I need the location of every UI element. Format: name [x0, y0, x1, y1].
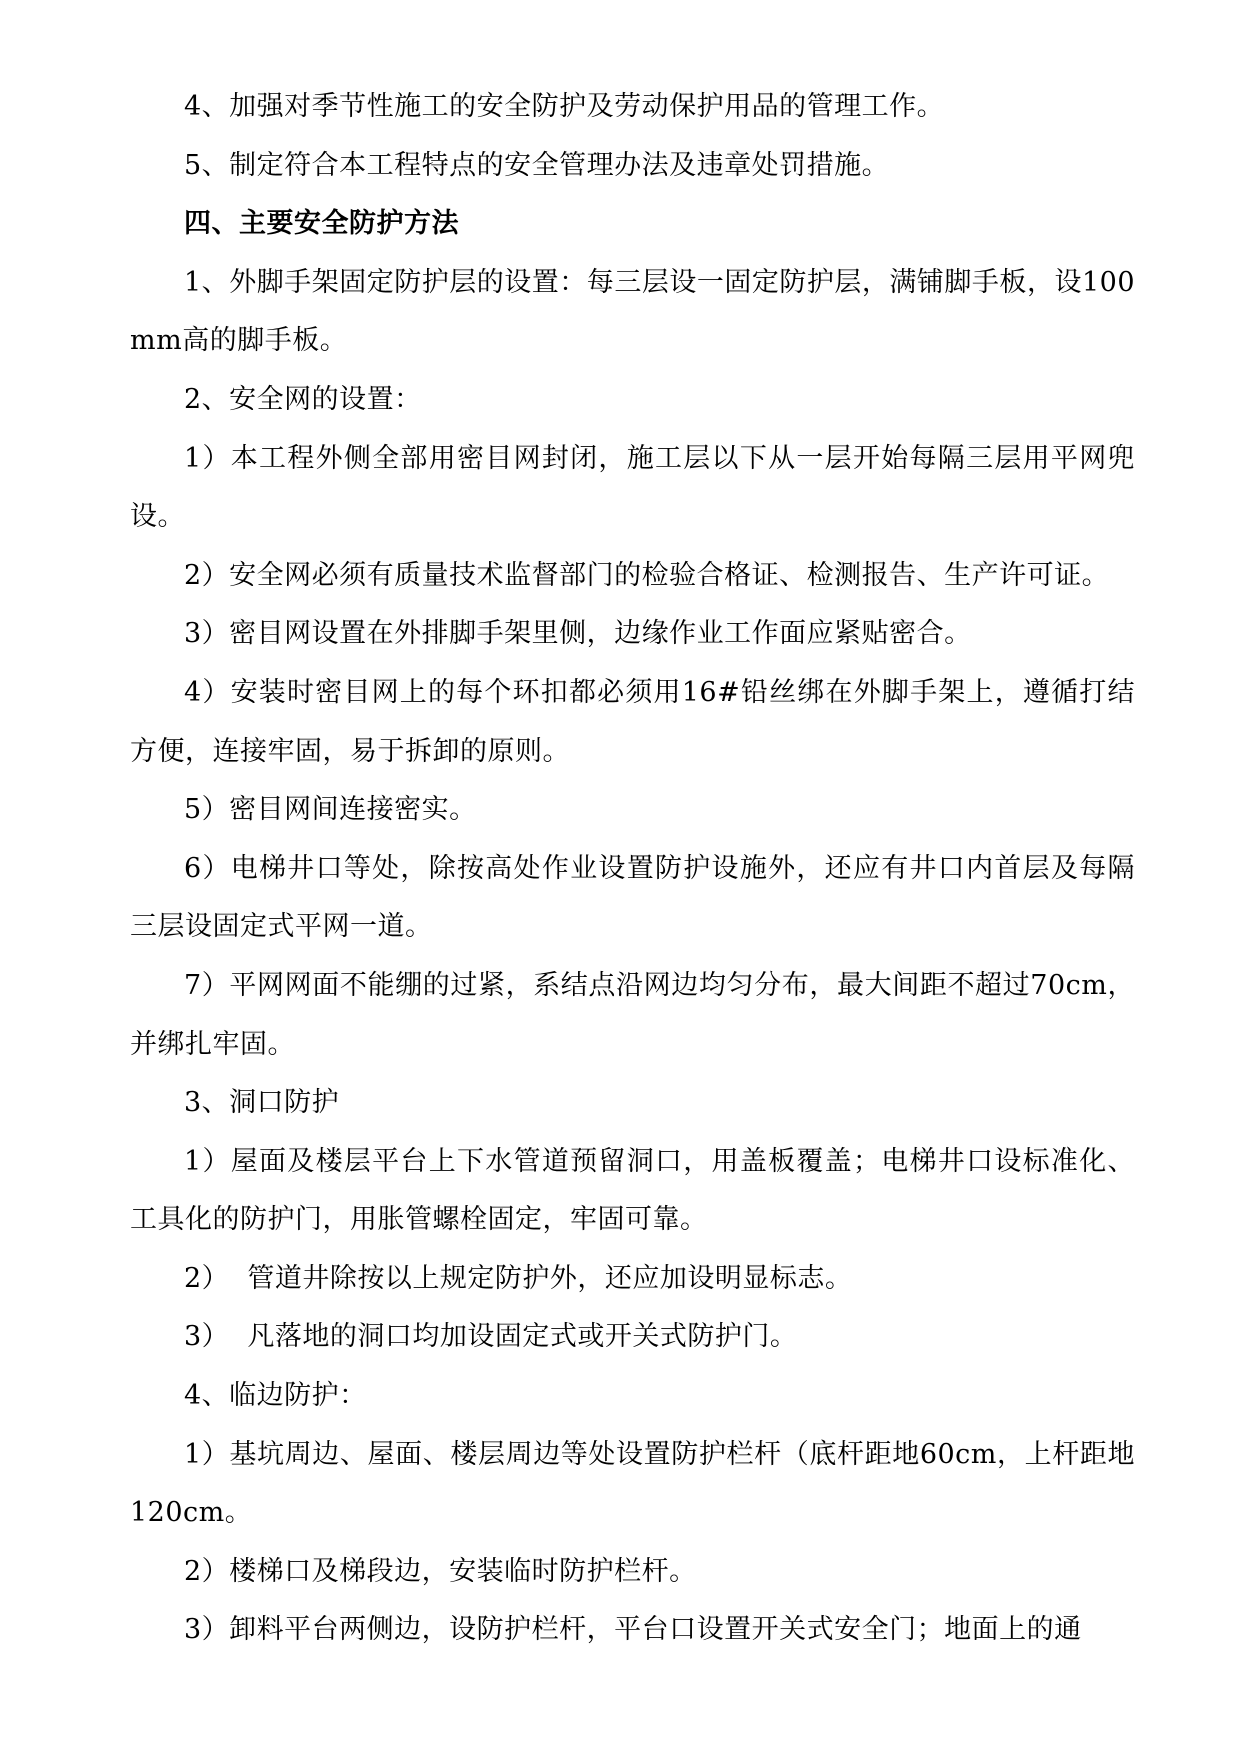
paragraph-scaffold-layer: 1、外脚手架固定防护层的设置：每三层设一固定防护层，满铺脚手板，设100mm高的脚手板。 [130, 266, 1135, 357]
paragraph-item-4-seasonal: 4、加强对季节性施工的安全防护及劳动保护用品的管理工作。 [184, 91, 945, 122]
paragraph-net-2: 2）安全网必须有质量技术监督部门的检验合格证、检测报告、生产许可证。 [184, 559, 1110, 591]
paragraph-opening-2: 2） 管道井除按以上规定防护外，还应加设明显标志。 [184, 1262, 853, 1294]
paragraph-edge-3: 3）卸料平台两侧边，设防护栏杆，平台口设置开关式安全门；地面上的通 [184, 1614, 1082, 1646]
paragraph-opening-1: 1）屋面及楼层平台上下水管道预留洞口，用盖板覆盖；电梯井口设标准化、工具化的防护门，用胀管螺栓固定，牢固可靠。 [130, 1145, 1135, 1236]
paragraph-net-7: 7）平网网面不能绷的过紧，系结点沿网边均匀分布，最大间距不超过70cm，并绑扎牢固。 [130, 969, 1135, 1060]
paragraph-safety-net: 2、安全网的设置： [184, 383, 422, 415]
paragraph-item-5-rules: 5、制定符合本工程特点的安全管理办法及违章处罚措施。 [184, 149, 890, 181]
paragraph-net-6: 6）电梯井口等处，除按高处作业设置防护设施外，还应有井口内首层及每隔三层设固定式平网一道。 [130, 852, 1135, 943]
paragraph-edge-protection: 4、临边防护： [184, 1380, 367, 1412]
paragraph-net-3: 3）密目网设置在外排脚手架里侧，边缘作业工作面应紧贴密合。 [184, 618, 972, 650]
paragraph-opening-protection: 3、洞口防护 [184, 1087, 340, 1119]
paragraph-opening-3: 3） 凡落地的洞口均加设固定式或开关式防护门。 [184, 1321, 798, 1353]
paragraph-edge-2: 2）楼梯口及梯段边，安装临时防护栏杆。 [184, 1555, 697, 1587]
paragraph-net-1: 1）本工程外侧全部用密目网封闭，施工层以下从一层开始每隔三层用平网兜设。 [130, 442, 1135, 533]
paragraph-net-4: 4）安装时密目网上的每个环扣都必须用16#铅丝绑在外脚手架上，遵循打结方便，连接牢固，易于拆卸的原则。 [130, 676, 1135, 767]
paragraph-edge-1: 1）基坑周边、屋面、楼层周边等处设置防护栏杆（底杆距地60cm，上杆距地120cm。 [130, 1438, 1135, 1529]
section-heading: 四、主要安全防护方法 [184, 208, 459, 240]
paragraph-net-5: 5）密目网间连接密实。 [184, 794, 477, 826]
